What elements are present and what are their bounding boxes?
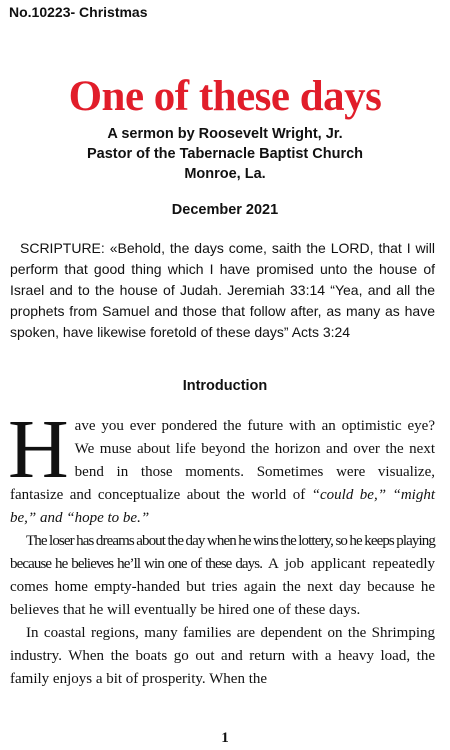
sermon-date: December 2021 — [171, 202, 279, 218]
pastor-line: Pastor of the Tabernacle Baptist Church — [86, 146, 364, 162]
drop-cap: H — [8, 403, 69, 496]
intro-paragraph-3: In coastal regions, many families are dependent on the Shrimping industry. When the boats go out and return with a heavy load, the family enjoys a bit of prosperity. When the — [10, 625, 435, 687]
location-line: Monroe, La. — [184, 166, 266, 182]
page-number: 1 — [221, 730, 229, 746]
series-id: No.10223- Christmas — [9, 4, 148, 20]
introduction-body — [8, 403, 436, 691]
intro-paragraph-1 — [8, 403, 435, 530]
introduction-heading: Introduction — [182, 378, 268, 394]
intro-paragraph-1-text: ave you ever pondered the future with an optimistic eye? We muse about life beyond the horizon and over the next bend in those moments. Sometimes were visualize, fantasize and conceptualize about the world of — [10, 418, 435, 503]
byline-block — [0, 124, 450, 184]
intro-paragraph-2-text: A job applicant repeatedly comes home empty-handed but tries again the next day because he believes that he will eventually be hired one of these days. — [10, 556, 436, 618]
author-line: A sermon by Roosevelt Wright, Jr. — [107, 126, 343, 142]
sermon-title: One of these days — [68, 73, 382, 120]
scripture-paragraph: SCRIPTURE: «Behold, the days come, saith the LORD, that I will perform that good thing which I have promised unto the house of Israel and to the house of Judah. Jeremiah 33:14 “Yea, and all the prophets from Samuel and those that follow after, as many as have spoken, have likewise foretold of these days” Acts 3:24 — [10, 240, 435, 340]
intro-paragraph-1-italic: “could be,” “might be,” and “hope to be.” — [10, 487, 435, 526]
intro-paragraph-2-condensed: The loser has dreams about the day when he wins the lottery, so he keeps playing because he believes he’ll win one of these days. — [10, 533, 435, 572]
intro-paragraph-2 — [10, 530, 435, 622]
